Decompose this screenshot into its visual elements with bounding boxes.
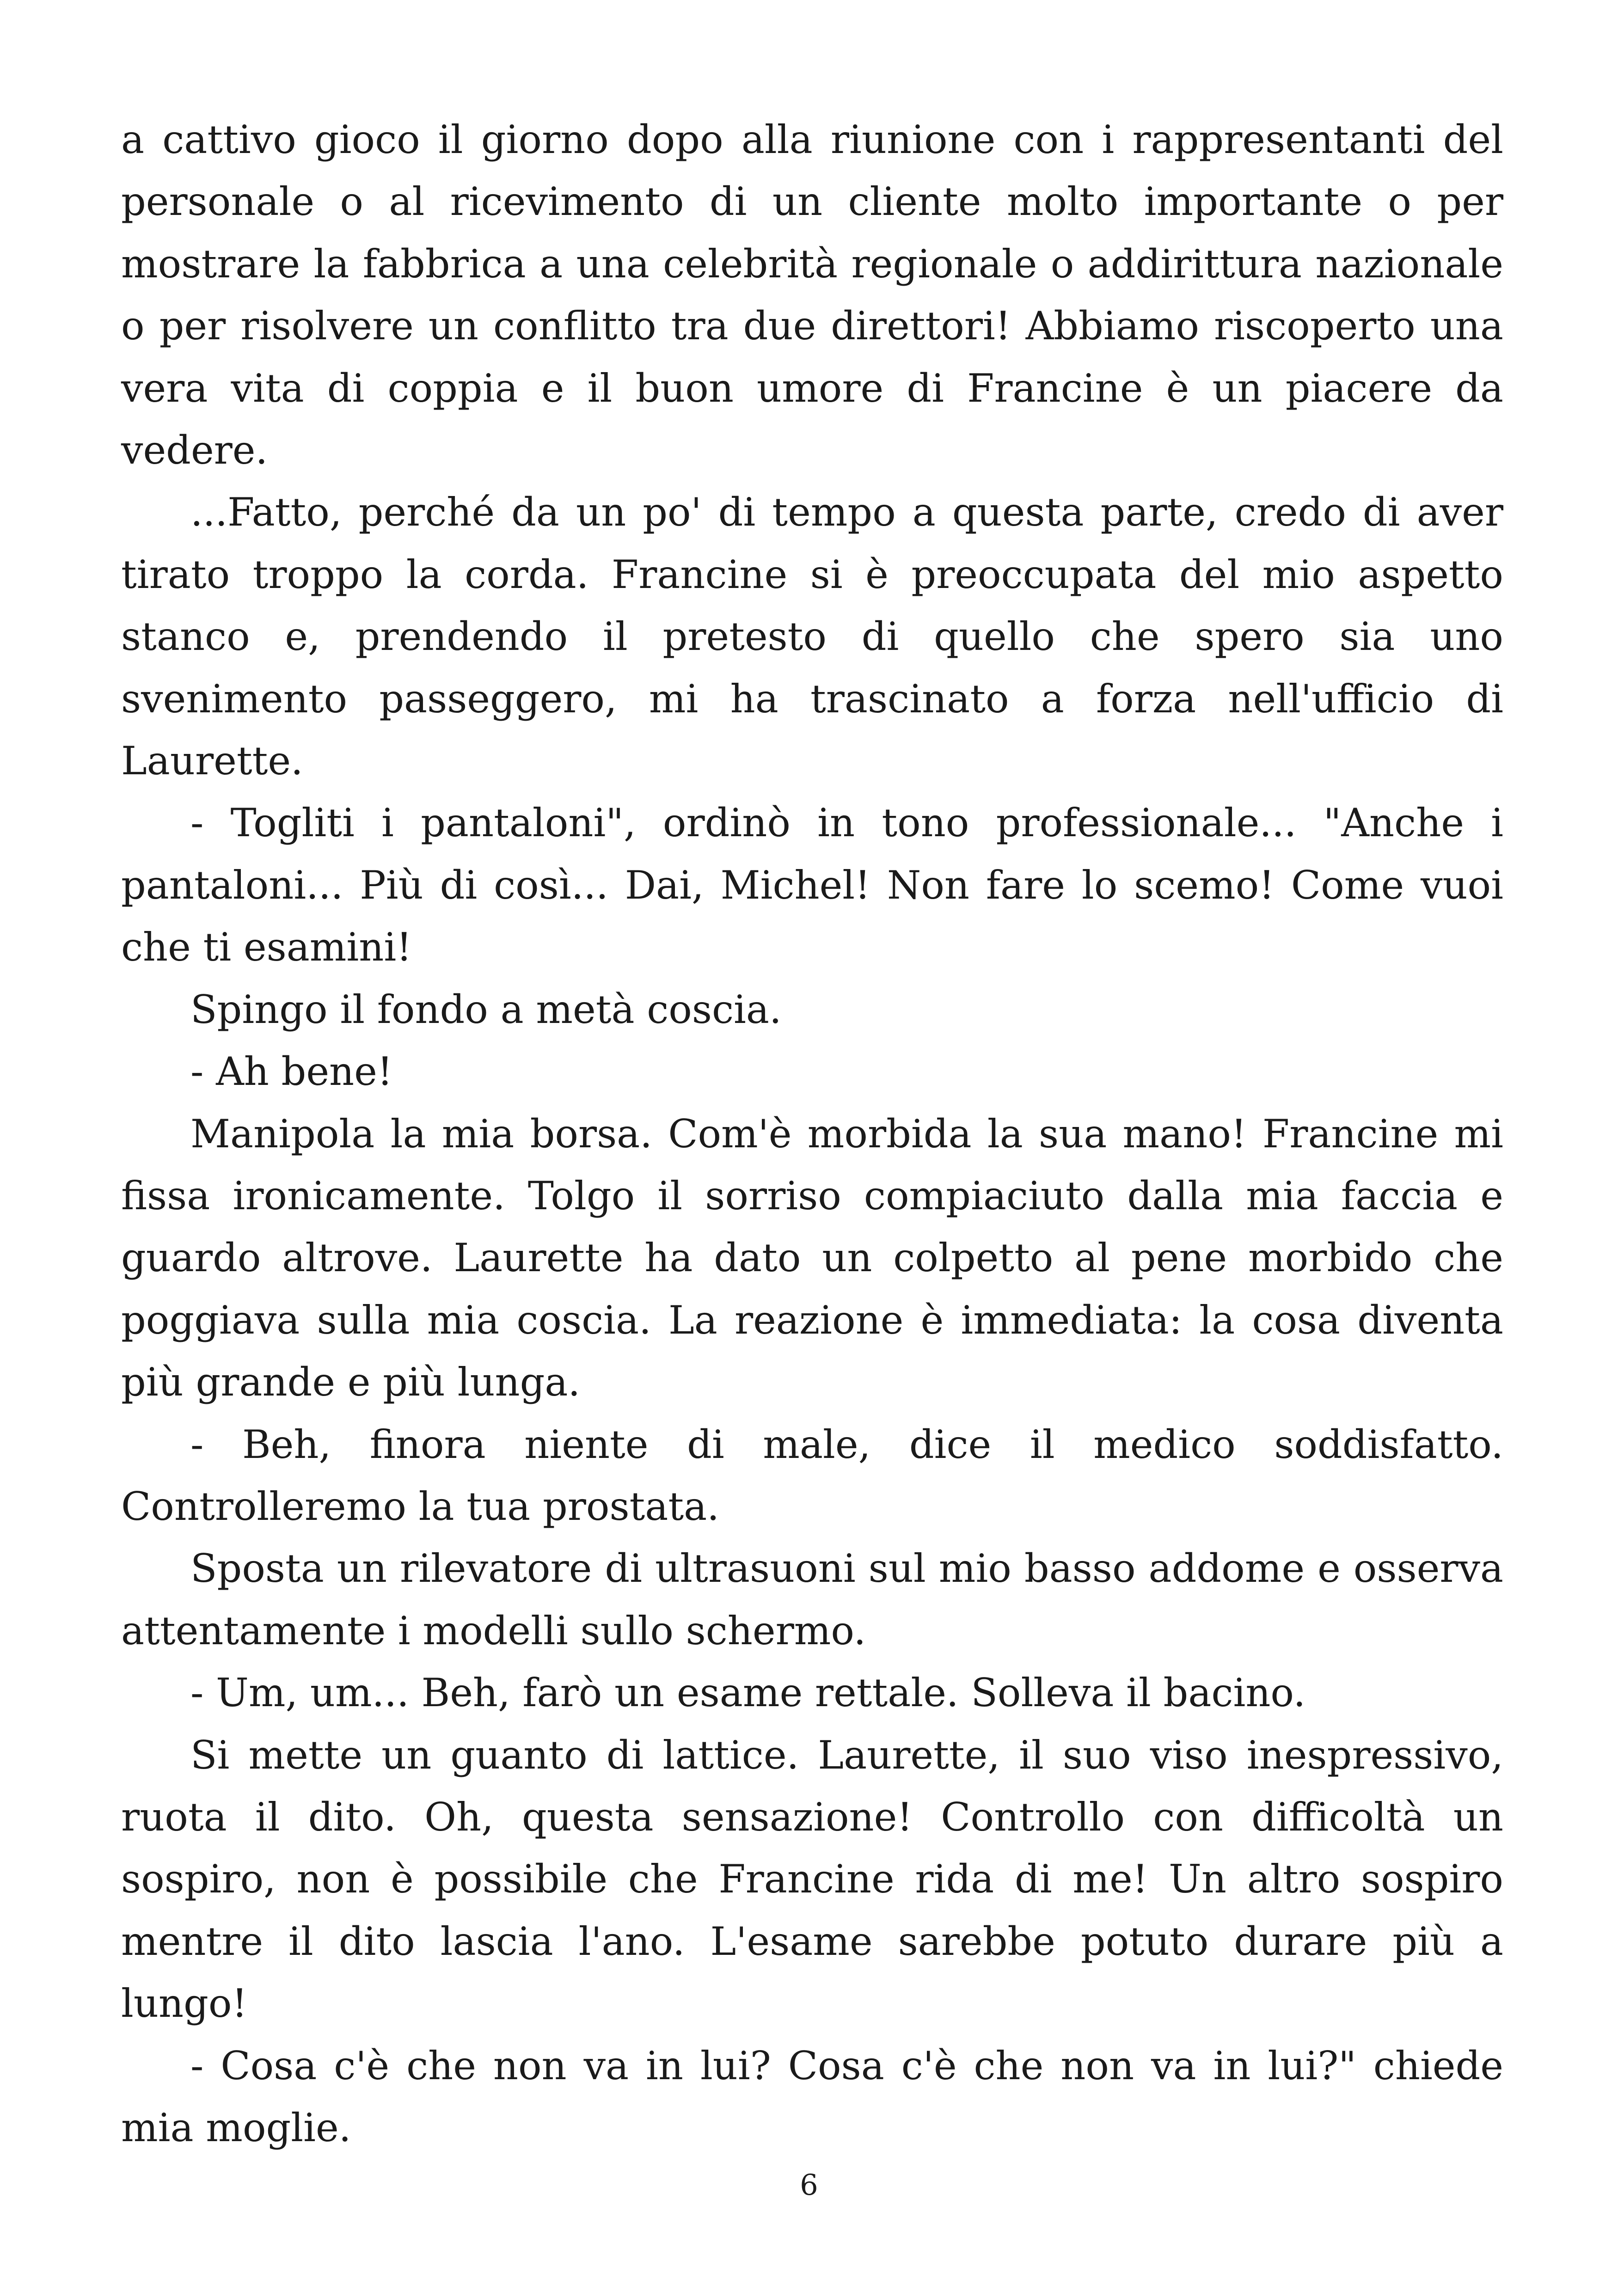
paragraph: - Togliti i pantaloni", ordinò in tono professionale... "Anche i pantaloni... Più di così... Dai, Michel! Non fare lo scemo! Come vuoi che ti esamini! <box>121 800 1503 970</box>
paragraph: Manipola la mia borsa. Com'è morbida la sua mano! Francine mi fissa ironicamente. Tolgo il sorriso compiaciuto dalla mia faccia e guardo altrove. Laurette ha dato un colpetto al pene morbido che poggiava sulla mia coscia. La reazione è immediata: la cosa diventa più grande e più lunga. <box>121 1111 1503 1405</box>
paragraph: ...Fatto, perché da un po' di tempo a questa parte, credo di aver tirato troppo la corda. Francine si è preoccupata del mio aspetto stanco e, prendendo il pretesto di quello che spero sia uno svenimento passeggero, mi ha trascinato a forza nell'ufficio di Laurette. <box>121 490 1503 784</box>
paragraph: a cattivo gioco il giorno dopo alla riunione con i rappresentanti del personale o al ricevimento di un cliente molto importante o per mostrare la fabbrica a una celebrità regionale o addirittura nazionale o per risolvere un conflitto tra due direttori! Abbiamo riscoperto una vera vita di coppia e il buon umore di Francine è un piacere da vedere. <box>121 117 1503 473</box>
paragraph: - Cosa c'è che non va in lui? Cosa c'è che non va in lui?" chiede mia moglie. <box>121 2043 1503 2150</box>
paragraph: - Ah bene! <box>190 1049 393 1095</box>
paragraph: Sposta un rilevatore di ultrasuoni sul mio basso addome e osserva attentamente i modelli sullo schermo. <box>121 1546 1503 1653</box>
body-text <box>121 109 1503 2159</box>
paragraph: Spingo il fondo a metà coscia. <box>190 986 782 1032</box>
paragraph: - Um, um... Beh, farò un esame rettale. Solleva il bacino. <box>190 1670 1306 1716</box>
paragraph: - Beh, finora niente di male, dice il medico soddisfatto. Controlleremo la tua prostata. <box>121 1421 1503 1529</box>
page-number: 6 <box>800 2168 818 2202</box>
paragraph: Si mette un guanto di lattice. Laurette, il suo viso inespressivo, ruota il dito. Oh, questa sensazione! Controllo con difficoltà un sospiro, non è possibile che Francine rida di me! Un altro sospiro mentre il dito lascia l'ano. L'esame sarebbe potuto durare più a lungo! <box>121 1732 1503 2027</box>
